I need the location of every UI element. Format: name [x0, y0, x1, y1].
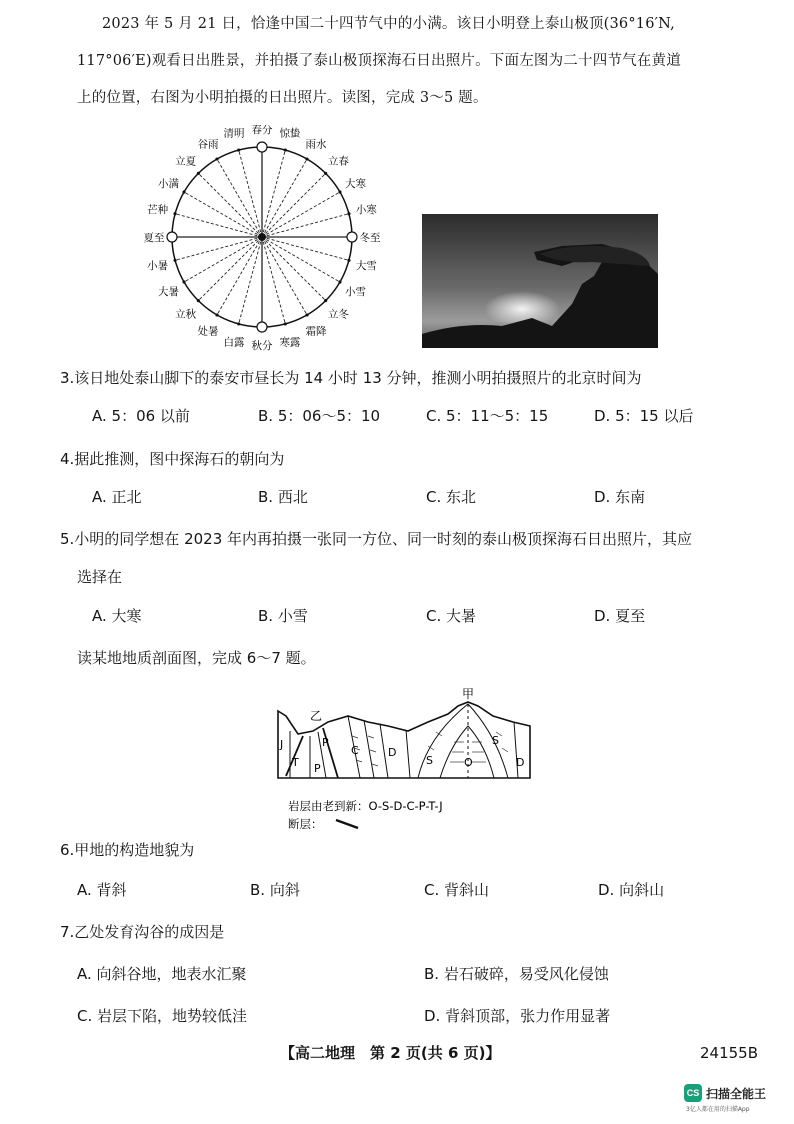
term-node [305, 157, 308, 160]
term-node [173, 259, 176, 262]
stratum-p-upper: P [322, 736, 329, 749]
term-spoke [262, 237, 349, 260]
stratum-s-left: S [426, 754, 433, 767]
stratum-c: C [351, 744, 359, 757]
term-spoke [262, 237, 285, 324]
term-node [197, 299, 200, 302]
term-spoke [175, 237, 262, 260]
term-spoke [184, 237, 262, 282]
term-node [284, 322, 287, 325]
q5-option-a[interactable]: A. 大寒 [92, 607, 142, 625]
term-label: 大雪 [355, 259, 377, 272]
q4-option-a[interactable]: A. 正北 [92, 488, 142, 506]
term-spoke [198, 173, 262, 237]
q4-option-b[interactable]: B. 西北 [258, 488, 308, 506]
q7-option-a[interactable]: A. 向斜谷地，地表水汇聚 [77, 965, 247, 983]
term-spoke [217, 237, 262, 315]
term-label: 秋分 [251, 340, 273, 352]
term-spoke [217, 159, 262, 237]
term-node [237, 322, 240, 325]
sunrise-photo [422, 214, 658, 348]
term-node [215, 157, 218, 160]
paper-code: 24155B [700, 1044, 759, 1062]
q5-stem-line-1: 5.小明的同学想在 2023 年内再拍摄一张同一方位、同一时刻的泰山极顶探海石日出照片，其应 [60, 530, 693, 548]
term-label: 小雪 [345, 286, 367, 298]
intro-line-3: 上的位置，右图为小明拍摄的日出照片。读图，完成 3～5 题。 [77, 90, 488, 106]
q3-stem: 3.该日地处泰山脚下的泰安市昼长为 14 小时 13 分钟，推测小明拍摄照片的北京时间为 [60, 369, 642, 387]
term-label: 寒露 [279, 336, 301, 349]
q6-option-d[interactable]: D. 向斜山 [598, 881, 665, 899]
major-term-node [257, 322, 267, 332]
term-label: 霜降 [305, 325, 327, 338]
term-label: 春分 [251, 125, 273, 136]
stratum-p-lower: P [314, 762, 321, 775]
q3-option-a[interactable]: A. 5：06 以前 [92, 407, 190, 425]
label-jia: 甲 [462, 687, 475, 701]
term-label: 冬至 [359, 232, 381, 244]
q3-option-b[interactable]: B. 5：06～5：10 [258, 407, 381, 425]
term-node [324, 299, 327, 302]
term-spoke [262, 173, 326, 237]
term-spoke [239, 237, 262, 324]
term-node [237, 148, 240, 151]
q4-option-d[interactable]: D. 东南 [594, 488, 646, 506]
term-node [324, 172, 327, 175]
q7-option-d[interactable]: D. 背斜顶部，张力作用显著 [424, 1007, 611, 1025]
term-label: 雨水 [305, 138, 327, 151]
q6-option-c[interactable]: C. 背斜山 [424, 881, 490, 899]
term-label: 立秋 [175, 308, 197, 321]
camscanner-tagline: 3亿人都在用的扫描App [686, 1106, 750, 1113]
camscanner-watermark [684, 1082, 784, 1114]
q6-option-a[interactable]: A. 背斜 [77, 881, 127, 899]
term-node [215, 313, 218, 316]
stratum-j: J [280, 738, 284, 751]
term-label: 夏至 [143, 232, 165, 244]
term-label: 大暑 [157, 286, 179, 298]
term-label: 小暑 [147, 259, 169, 272]
term-label: 芒种 [147, 204, 169, 217]
term-node [338, 280, 341, 283]
term-label: 小寒 [355, 204, 377, 217]
stratum-t: T [292, 756, 299, 769]
term-label: 处暑 [197, 325, 219, 338]
read-prompt-6-7: 读某地地质剖面图，完成 6～7 题。 [77, 649, 316, 667]
q5-option-b[interactable]: B. 小雪 [258, 607, 308, 625]
term-spoke [262, 237, 326, 301]
q4-stem: 4.据此推测，图中探海石的朝向为 [60, 450, 285, 468]
intro-line-2: 117°06′E)观看日出胜景，并拍摄了泰山极顶探海石日出照片。下面左图为二十四节气在黄道 [77, 53, 681, 69]
legend-strata-order: 岩层由老到新：O-S-D-C-P-T-J [288, 799, 443, 813]
q5-option-d[interactable]: D. 夏至 [594, 607, 646, 625]
major-term-node [347, 232, 357, 242]
term-spoke [262, 237, 340, 282]
q5-option-c[interactable]: C. 大暑 [426, 607, 477, 625]
term-label: 惊蛰 [279, 127, 301, 140]
q4-option-c[interactable]: C. 东北 [426, 488, 477, 506]
term-node [182, 280, 185, 283]
intro-line-1: 2023 年 5 月 21 日，恰逢中国二十四节气中的小满。该日小明登上泰山极顶(36°16′N, [102, 16, 675, 32]
term-spoke [262, 214, 349, 237]
fault-legend-symbol [336, 820, 358, 828]
q6-stem: 6.甲地的构造地貌为 [60, 841, 195, 859]
term-label: 立冬 [327, 308, 349, 321]
term-spoke [262, 192, 340, 237]
q3-option-d[interactable]: D. 5：15 以后 [594, 407, 694, 425]
term-node [284, 148, 287, 151]
term-node [182, 190, 185, 193]
term-node [305, 313, 308, 316]
q5-stem-line-2: 选择在 [77, 568, 123, 586]
term-node [197, 172, 200, 175]
center-earth [258, 233, 266, 241]
q6-option-b[interactable]: B. 向斜 [250, 881, 300, 899]
label-yi: 乙 [310, 709, 323, 723]
legend-fault: 断层： [288, 817, 323, 831]
q7-option-c[interactable]: C. 岩层下陷，地势较低洼 [77, 1007, 248, 1025]
term-spoke [184, 192, 262, 237]
stratum-d-left: D [388, 746, 397, 759]
stratum-o: O [464, 756, 473, 769]
term-label: 清明 [223, 127, 245, 140]
major-term-node [167, 232, 177, 242]
term-spoke [262, 150, 285, 237]
term-label: 小满 [157, 178, 179, 190]
major-term-node [257, 142, 267, 152]
q7-option-b[interactable]: B. 岩石破碎，易受风化侵蚀 [424, 965, 609, 983]
stratum-s-right: S [492, 734, 499, 747]
term-node [173, 212, 176, 215]
term-spoke [239, 150, 262, 237]
term-spoke [198, 237, 262, 301]
camscanner-logo-icon: CS [684, 1084, 702, 1102]
term-label: 立春 [327, 155, 349, 168]
term-spoke [175, 214, 262, 237]
term-label: 立夏 [175, 155, 197, 168]
term-node [338, 190, 341, 193]
term-node [347, 212, 350, 215]
term-label: 大寒 [345, 178, 367, 190]
term-spoke [262, 159, 307, 237]
term-node [347, 259, 350, 262]
solar-terms-diagram [110, 125, 410, 355]
term-label: 白露 [223, 336, 245, 349]
q7-stem: 7.乙处发育沟谷的成因是 [60, 923, 225, 941]
camscanner-brand: 扫描全能王 [706, 1087, 767, 1101]
q3-option-c[interactable]: C. 5：11～5：15 [426, 407, 549, 425]
geologic-cross-section [268, 686, 548, 832]
page-footer: 【高二地理 第 2 页(共 6 页)】 [280, 1044, 501, 1062]
stratum-d-right: D [516, 756, 525, 769]
term-spoke [262, 237, 307, 315]
term-label: 谷雨 [197, 138, 219, 151]
